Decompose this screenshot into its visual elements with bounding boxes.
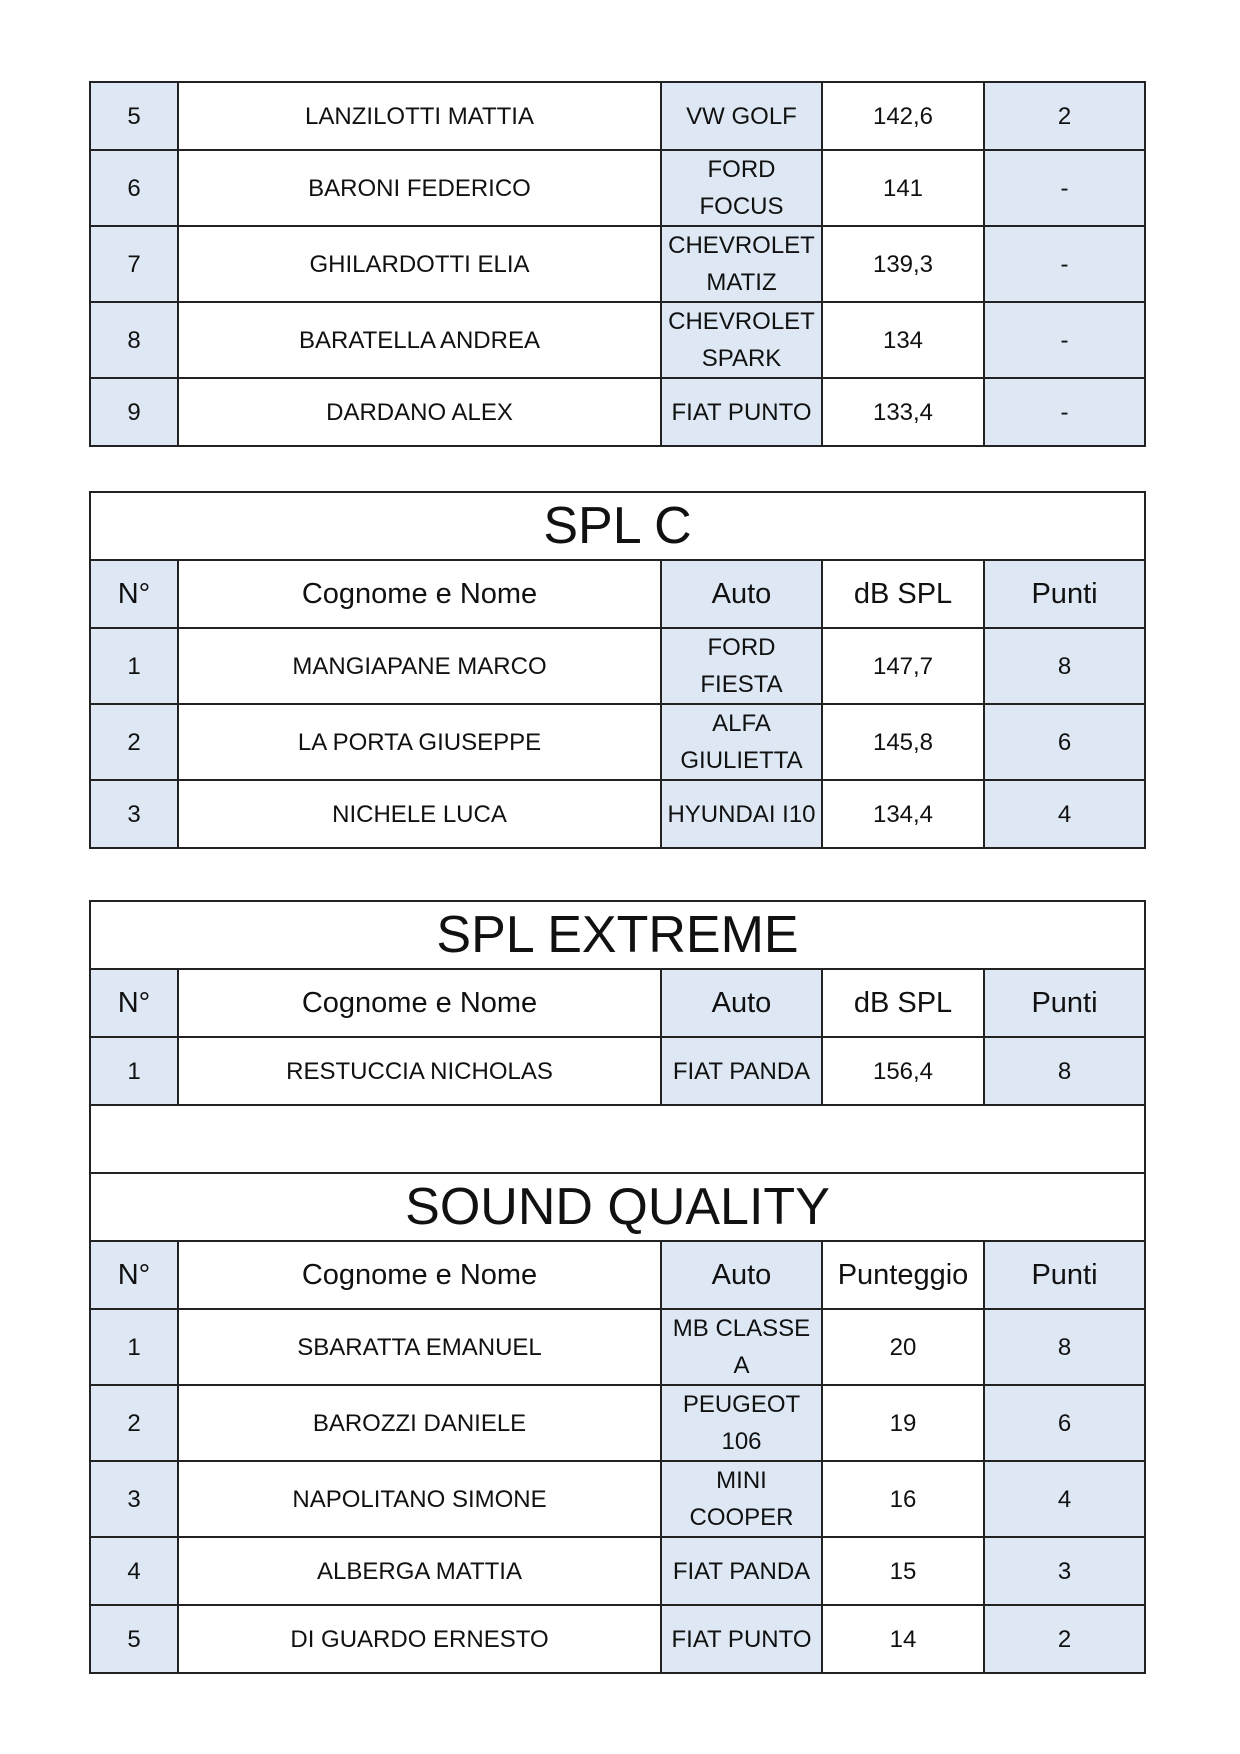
header-score: dB SPL — [822, 969, 984, 1037]
position-cell: 2 — [90, 1385, 178, 1461]
car-cell: ALFA GIULIETTA — [661, 704, 822, 780]
car-cell: HYUNDAI I10 — [661, 780, 822, 848]
points-cell: - — [984, 150, 1145, 226]
header-auto: Auto — [661, 1241, 822, 1309]
header-auto: Auto — [661, 969, 822, 1037]
spl-c-header-row — [90, 560, 1145, 628]
car-cell: CHEVROLET MATIZ — [661, 226, 822, 302]
points-cell: - — [984, 378, 1145, 446]
table-row — [90, 1605, 1145, 1673]
spacer-row — [90, 1105, 1145, 1173]
header-name: Cognome e Nome — [178, 969, 661, 1037]
table-row — [90, 628, 1145, 704]
position-cell: 1 — [90, 1309, 178, 1385]
position-cell: 5 — [90, 82, 178, 150]
spacer-cell — [90, 1105, 1145, 1173]
points-cell: - — [984, 302, 1145, 378]
table-row — [90, 1461, 1145, 1537]
points-cell: 4 — [984, 1461, 1145, 1537]
table-row — [90, 704, 1145, 780]
competitor-name-cell: MANGIAPANE MARCO — [178, 628, 661, 704]
score-cell: 15 — [822, 1537, 984, 1605]
header-name: Cognome e Nome — [178, 560, 661, 628]
score-cell: 134,4 — [822, 780, 984, 848]
competitor-name-cell: BARONI FEDERICO — [178, 150, 661, 226]
table-row — [90, 1037, 1145, 1105]
competitor-name-cell: NAPOLITANO SIMONE — [178, 1461, 661, 1537]
points-cell: 2 — [984, 1605, 1145, 1673]
table-row — [90, 378, 1145, 446]
header-points: Punti — [984, 969, 1145, 1037]
points-cell: 2 — [984, 82, 1145, 150]
competitor-name-cell: DARDANO ALEX — [178, 378, 661, 446]
sound-quality-title-row — [90, 1173, 1145, 1241]
competitor-name-cell: NICHELE LUCA — [178, 780, 661, 848]
position-cell: 5 — [90, 1605, 178, 1673]
competitor-name-cell: BAROZZI DANIELE — [178, 1385, 661, 1461]
spl-c-table — [89, 491, 1146, 849]
header-points: Punti — [984, 560, 1145, 628]
position-cell: 2 — [90, 704, 178, 780]
competitor-name-cell: DI GUARDO ERNESTO — [178, 1605, 661, 1673]
header-num: N° — [90, 969, 178, 1037]
competitor-name-cell: RESTUCCIA NICHOLAS — [178, 1037, 661, 1105]
car-cell: FIAT PANDA — [661, 1537, 822, 1605]
points-cell: 8 — [984, 628, 1145, 704]
score-cell: 20 — [822, 1309, 984, 1385]
score-cell: 19 — [822, 1385, 984, 1461]
score-cell: 156,4 — [822, 1037, 984, 1105]
points-cell: 3 — [984, 1537, 1145, 1605]
header-num: N° — [90, 560, 178, 628]
points-cell: 6 — [984, 1385, 1145, 1461]
position-cell: 1 — [90, 628, 178, 704]
car-cell: PEUGEOT 106 — [661, 1385, 822, 1461]
position-cell: 9 — [90, 378, 178, 446]
table-row — [90, 226, 1145, 302]
position-cell: 3 — [90, 780, 178, 848]
car-cell: VW GOLF — [661, 82, 822, 150]
sound-quality-header-row — [90, 1241, 1145, 1309]
header-score: Punteggio — [822, 1241, 984, 1309]
position-cell: 6 — [90, 150, 178, 226]
points-cell: 8 — [984, 1037, 1145, 1105]
score-cell: 133,4 — [822, 378, 984, 446]
table-row — [90, 1385, 1145, 1461]
spl-extreme-header-row — [90, 969, 1145, 1037]
points-cell: 6 — [984, 704, 1145, 780]
header-score: dB SPL — [822, 560, 984, 628]
score-cell: 142,6 — [822, 82, 984, 150]
spl-c-title: SPL C — [90, 492, 1145, 560]
score-cell: 147,7 — [822, 628, 984, 704]
car-cell: MINI COOPER — [661, 1461, 822, 1537]
points-cell: 8 — [984, 1309, 1145, 1385]
competitor-name-cell: GHILARDOTTI ELIA — [178, 226, 661, 302]
spl-extreme-sound-quality-table — [89, 900, 1146, 1674]
header-points: Punti — [984, 1241, 1145, 1309]
header-name: Cognome e Nome — [178, 1241, 661, 1309]
score-cell: 134 — [822, 302, 984, 378]
table-row — [90, 780, 1145, 848]
score-cell: 16 — [822, 1461, 984, 1537]
score-cell: 14 — [822, 1605, 984, 1673]
points-cell: - — [984, 226, 1145, 302]
competitor-name-cell: SBARATTA EMANUEL — [178, 1309, 661, 1385]
table-row — [90, 82, 1145, 150]
competitor-name-cell: LANZILOTTI MATTIA — [178, 82, 661, 150]
competitor-name-cell: LA PORTA GIUSEPPE — [178, 704, 661, 780]
spl-c-title-row — [90, 492, 1145, 560]
spl-extreme-title: SPL EXTREME — [90, 901, 1145, 969]
position-cell: 3 — [90, 1461, 178, 1537]
table-row — [90, 150, 1145, 226]
position-cell: 1 — [90, 1037, 178, 1105]
car-cell: CHEVROLET SPARK — [661, 302, 822, 378]
table-row — [90, 1537, 1145, 1605]
results-table-continued — [89, 81, 1146, 447]
competitor-name-cell: BARATELLA ANDREA — [178, 302, 661, 378]
position-cell: 7 — [90, 226, 178, 302]
header-num: N° — [90, 1241, 178, 1309]
car-cell: FIAT PUNTO — [661, 378, 822, 446]
score-cell: 139,3 — [822, 226, 984, 302]
points-cell: 4 — [984, 780, 1145, 848]
car-cell: FIAT PANDA — [661, 1037, 822, 1105]
spl-extreme-title-row — [90, 901, 1145, 969]
position-cell: 8 — [90, 302, 178, 378]
table-row — [90, 302, 1145, 378]
score-cell: 145,8 — [822, 704, 984, 780]
sound-quality-title: SOUND QUALITY — [90, 1173, 1145, 1241]
position-cell: 4 — [90, 1537, 178, 1605]
competitor-name-cell: ALBERGA MATTIA — [178, 1537, 661, 1605]
header-auto: Auto — [661, 560, 822, 628]
table-row — [90, 1309, 1145, 1385]
car-cell: FORD FIESTA — [661, 628, 822, 704]
score-cell: 141 — [822, 150, 984, 226]
car-cell: MB CLASSE A — [661, 1309, 822, 1385]
car-cell: FORD FOCUS — [661, 150, 822, 226]
car-cell: FIAT PUNTO — [661, 1605, 822, 1673]
